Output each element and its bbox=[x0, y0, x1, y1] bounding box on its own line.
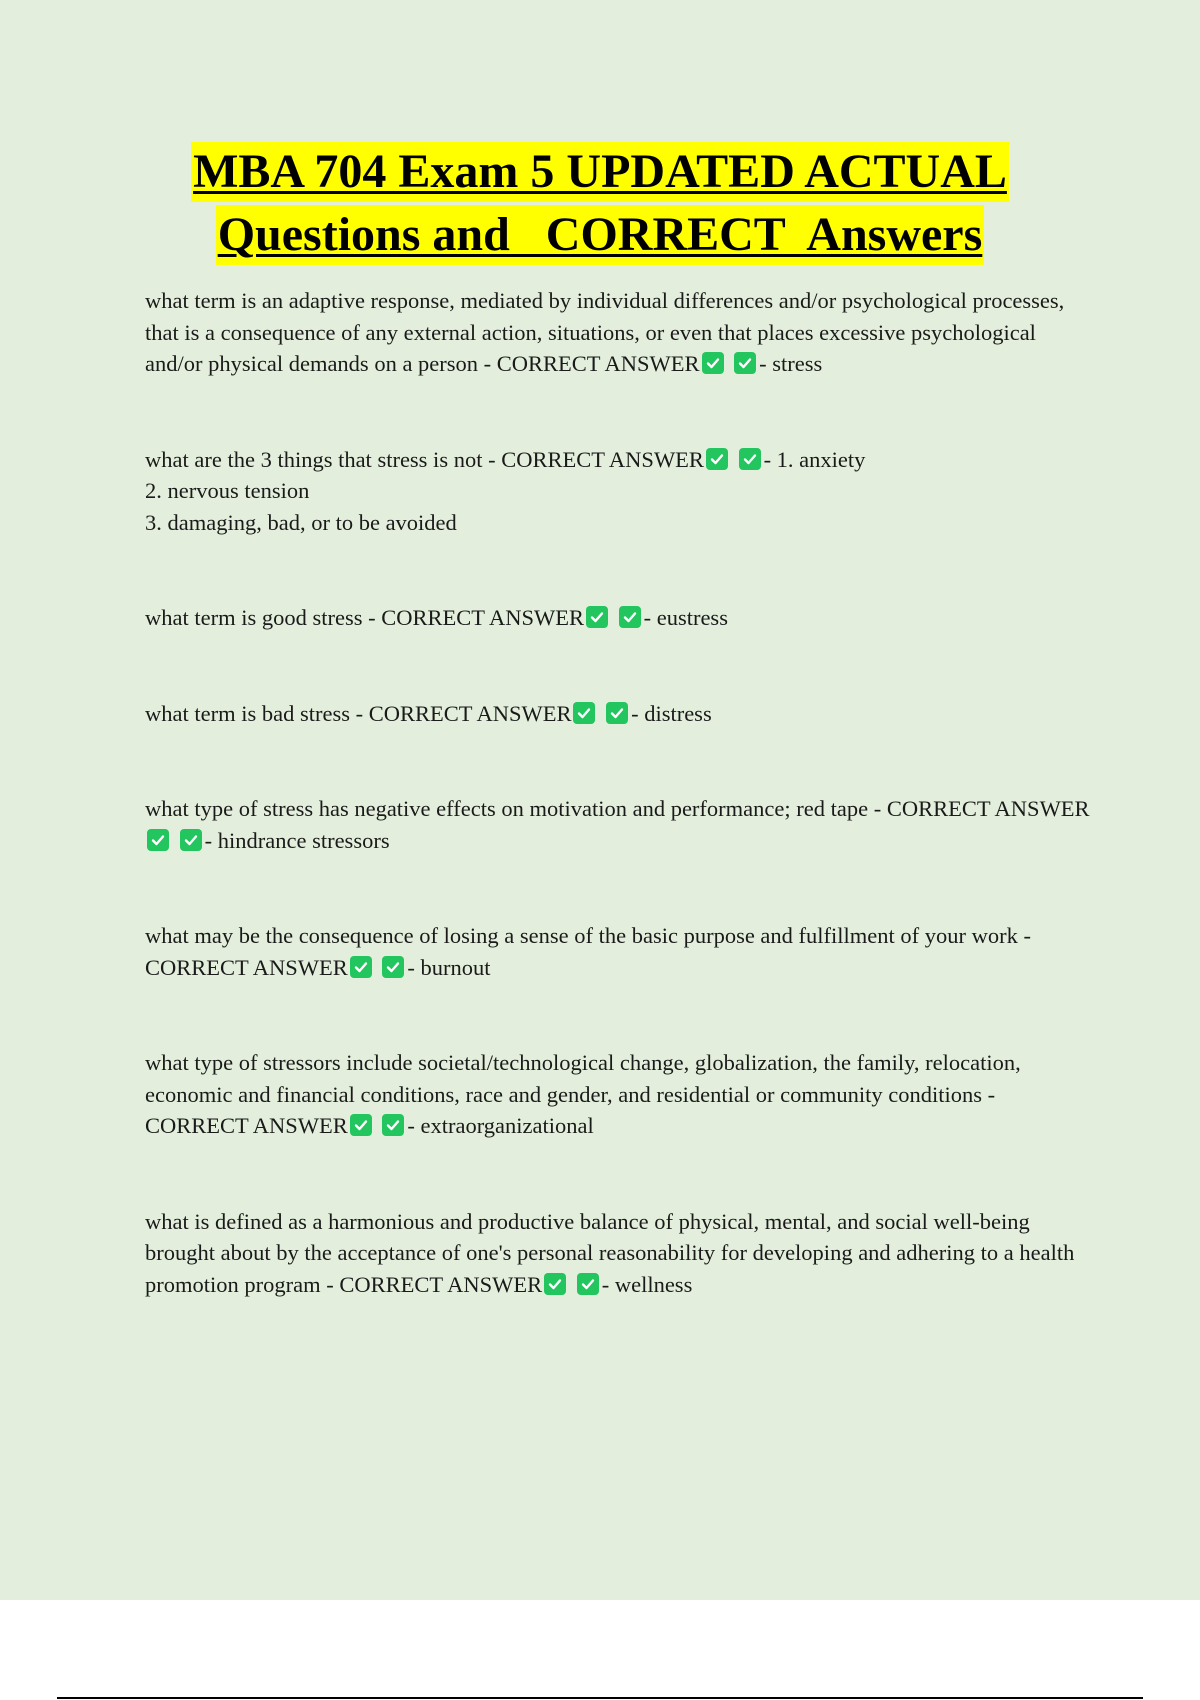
question-text: what type of stressors include societal/technological change, globalization, the family, relocation, economic and financial conditions, race and gender, and residential or community conditions - CORRECT ANSWER bbox=[145, 1050, 1021, 1138]
document-title bbox=[0, 142, 1200, 268]
check-mark-icon bbox=[734, 352, 756, 374]
check-mark-icon bbox=[586, 606, 608, 628]
qa-item bbox=[145, 285, 1090, 380]
question-text: what are the 3 things that stress is not - CORRECT ANSWER bbox=[145, 446, 704, 472]
question-text: what type of stress has negative effects on motivation and performance; red tape - CORRECT ANSWER bbox=[145, 796, 1090, 821]
qa-item bbox=[145, 1047, 1090, 1142]
question-text: what may be the consequence of losing a sense of the basic purpose and fulfillment of your work - CORRECT ANSWER bbox=[145, 923, 1031, 980]
answer-text: - 1. anxiety bbox=[763, 446, 866, 472]
check-mark-icon bbox=[573, 702, 595, 724]
check-mark-icon bbox=[180, 829, 202, 851]
qa-item bbox=[145, 793, 1090, 856]
answer-continuation: 3. damaging, bad, or to be avoided bbox=[145, 509, 457, 535]
question-text: what term is good stress - CORRECT ANSWER bbox=[145, 605, 584, 630]
check-mark-icon bbox=[147, 829, 169, 851]
answer-text: - distress bbox=[631, 700, 712, 726]
check-mark-icon bbox=[544, 1273, 566, 1295]
check-mark-icon bbox=[382, 1114, 404, 1136]
title-line-1: MBA 704 Exam 5 UPDATED ACTUAL bbox=[191, 142, 1009, 202]
check-mark-icon bbox=[702, 352, 724, 374]
check-mark-icon bbox=[350, 1114, 372, 1136]
answer-text: - stress bbox=[759, 351, 823, 376]
check-mark-icon bbox=[706, 448, 728, 470]
check-mark-icon bbox=[382, 956, 404, 978]
answer-continuation: 2. nervous tension bbox=[145, 478, 310, 503]
question-text: what term is an adaptive response, mediated by individual differences and/or psychological processes, that is a consequence of any external action, situations, or even that places excessive psychological and/or physical demands on a person - CORRECT ANSWER bbox=[145, 288, 1065, 376]
question-text: what is defined as a harmonious and productive balance of physical, mental, and social well-being brought about by the acceptance of one's personal reasonability for developing and adhering to a health promotion program - CORRECT ANSWER bbox=[145, 1208, 1075, 1297]
check-mark-icon bbox=[619, 606, 641, 628]
qa-item bbox=[145, 698, 1090, 730]
qa-list bbox=[145, 285, 1090, 1364]
check-mark-icon bbox=[350, 956, 372, 978]
answer-text: - extraorganizational bbox=[407, 1113, 594, 1138]
check-mark-icon bbox=[606, 702, 628, 724]
answer-text: - hindrance stressors bbox=[204, 827, 390, 853]
answer-text: - wellness bbox=[601, 1271, 693, 1297]
qa-item bbox=[145, 444, 1090, 539]
check-mark-icon bbox=[739, 448, 761, 470]
answer-text: - eustress bbox=[643, 605, 728, 630]
qa-item bbox=[145, 1206, 1090, 1301]
check-mark-icon bbox=[577, 1273, 599, 1295]
title-line-2: Questions and CORRECT Answers bbox=[216, 205, 985, 265]
qa-item bbox=[145, 602, 1090, 634]
answer-text: - burnout bbox=[407, 954, 491, 980]
qa-item bbox=[145, 920, 1090, 983]
question-text: what term is bad stress - CORRECT ANSWER bbox=[145, 700, 572, 726]
footer-divider bbox=[57, 1697, 1143, 1699]
